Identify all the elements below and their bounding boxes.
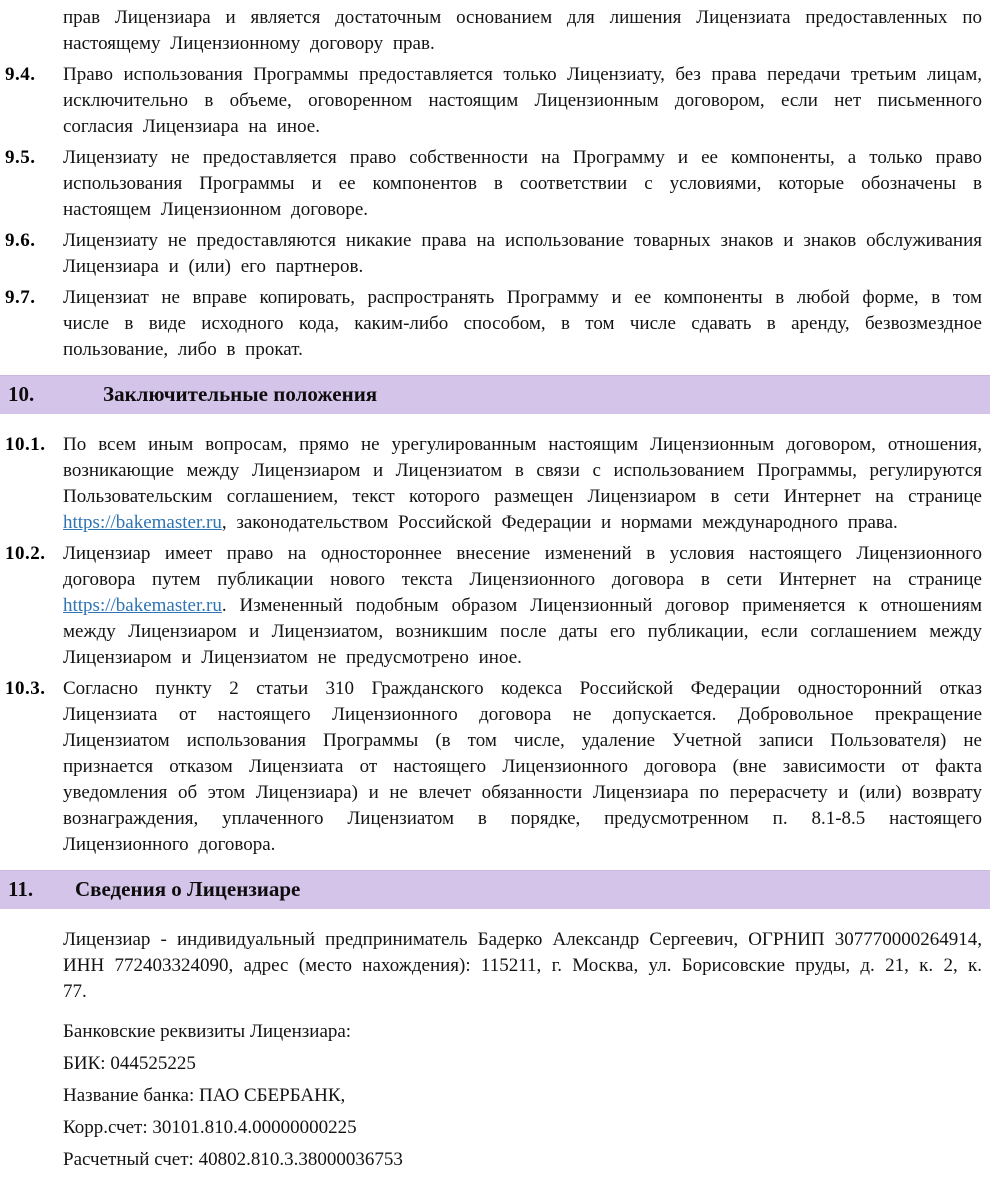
clause-text: Лицензиату не предоставляются никакие права на использование товарных знаков и знаков обслуживания Лицензиара и (или) его партнеров. — [63, 230, 982, 277]
clause-text-segment: Лицензиар имеет право на одностороннее внесение изменений в условия настоящего Лицензионного договора путем публикации нового текста Лицензионного договора в сети Интернет на странице — [63, 543, 982, 590]
clause-text-segment: По всем иным вопросам, прямо не урегулированным настоящим Лицензионным договором, отношения, возникающие между Лицензиаром и Лицензиатом в связи с использованием Программы, регулируются Пользовательским соглашением, текст которого размещен Лицензиаром в сети Интернет на странице — [63, 434, 982, 507]
clause-text-segment: . Измененный подобным образом Лицензионный договор применяется к отношениям между Лицензиаром и Лицензиатом, возникшим после даты его публикации, если соглашением между Лицензиаром и Лицензиатом не предусмотрено иное. — [63, 595, 982, 668]
paragraph-continuation — [5, 5, 982, 57]
section-number: 11. — [8, 877, 34, 901]
clause-text: Согласно пункту 2 статьи 310 Гражданского кодекса Российской Федерации односторонний отказ Лицензиата от настоящего Лицензионного договора не допускается. Добровольное прекращение Лицензиатом использования Программы (в том числе, удаление Учетной записи Пользователя) не признается отказом Лицензиата от настоящего Лицензионного договора (вне зависимости от факта уведомления об этом Лицензиара) и не влечет обязанности Лицензиара по перерасчету и (или) возврату вознаграждения, уплаченного Лицензиатом в порядке, предусмотренном п. 8.1-8.5 настоящего Лицензионного договора. — [63, 678, 982, 855]
clause-number: 9.6. — [5, 230, 36, 251]
section-number: 10. — [8, 382, 35, 406]
section-title: Сведения о Лицензиаре — [75, 877, 301, 901]
section-header-10 — [0, 375, 990, 414]
clause-number: 10.3. — [5, 678, 46, 699]
clause-number: 9.4. — [5, 64, 36, 85]
clause-10-3 — [5, 676, 982, 858]
clause-number: 9.7. — [5, 287, 36, 308]
clause-10-1 — [5, 432, 982, 536]
licensor-info-paragraph — [5, 927, 982, 1005]
clause-text-segment: , законодательством Российской Федерации и нормами международного права. — [221, 512, 898, 533]
clause-10-2 — [5, 541, 982, 671]
bakemaster-link[interactable]: https://bakemaster.ru — [63, 512, 222, 533]
continuation-text: прав Лицензиара и является достаточным основанием для лишения Лицензиата предоставленных по настоящему Лицензионному договору прав. — [63, 7, 982, 54]
section-title: Заключительные положения — [103, 382, 378, 406]
clause-9-5 — [5, 145, 982, 223]
licensor-info-text: Лицензиар - индивидуальный предприниматель Бадерко Александр Сергеевич, ОГРНИП 307770000264914, ИНН 772403324090, адрес (место нахождения): 115211, г. Москва, ул. Борисовские пруды, д. 21, к. 2, к. 77. — [63, 929, 982, 1002]
section-header-11 — [0, 870, 990, 909]
clause-9-6 — [5, 228, 982, 280]
bank-corr-account: Корр.счет: 30101.810.4.00000000225 — [63, 1117, 357, 1138]
clause-text: Лицензиат не вправе копировать, распространять Программу и ее компоненты в любой форме, в том числе в виде исходного кода, каким-либо способом, в том числе сдавать в аренду, безвозмездное пользование, либо в прокат. — [63, 287, 982, 360]
clause-9-7 — [5, 285, 982, 363]
clause-text — [63, 432, 982, 536]
clause-text: Лицензиату не предоставляется право собственности на Программу и ее компоненты, а только право использования Программы и ее компонентов в соответствии с условиями, которые обозначены в настоящем Лицензионном договоре. — [63, 147, 982, 220]
clause-number: 10.2. — [5, 543, 46, 564]
bank-name: Название банка: ПАО СБЕРБАНК, — [63, 1085, 346, 1106]
bakemaster-link[interactable]: https://bakemaster.ru — [63, 595, 222, 616]
clause-text — [63, 541, 982, 671]
clause-number: 9.5. — [5, 147, 36, 168]
bank-settlement-account: Расчетный счет: 40802.810.3.38000036753 — [63, 1149, 403, 1170]
bank-details-title: Банковские реквизиты Лицензиара: — [63, 1021, 352, 1042]
clause-number: 10.1. — [5, 434, 46, 455]
clause-9-4 — [5, 62, 982, 140]
clause-text: Право использования Программы предоставляется только Лицензиату, без права передачи третьим лицам, исключительно в объеме, оговоренном настоящим Лицензионным договором, если нет письменного согласия Лицензиара на иное. — [63, 64, 982, 137]
bank-bik: БИК: 044525225 — [63, 1053, 196, 1074]
